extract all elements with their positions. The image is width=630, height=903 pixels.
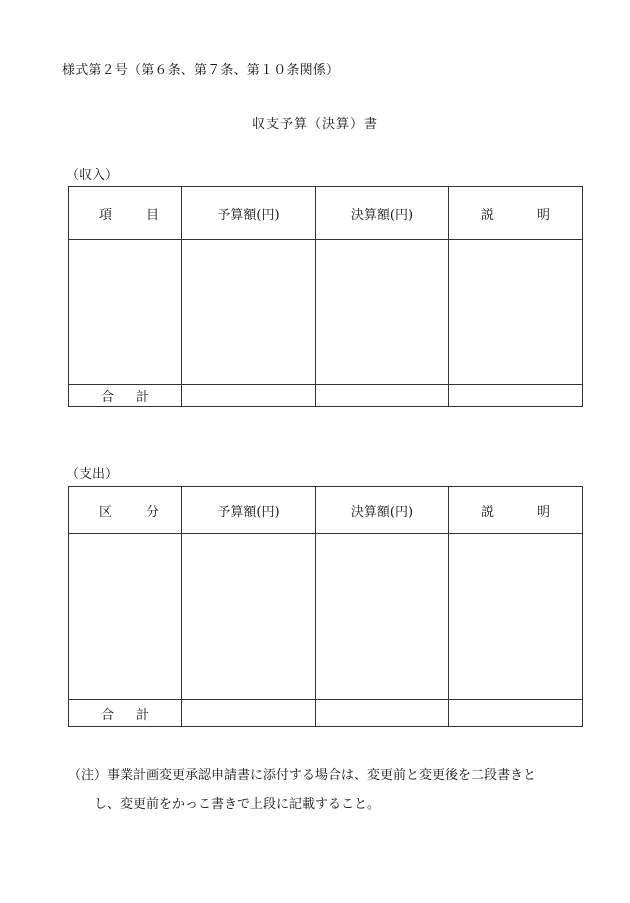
- income-body-row: [69, 240, 583, 385]
- income-total-char1: 合: [101, 390, 115, 405]
- expense-explain-header-char2: 明: [536, 504, 550, 520]
- income-item-header-char1: 項: [99, 207, 113, 223]
- expense-budget-header: 予算額(円): [182, 487, 316, 534]
- expense-item-cell[interactable]: [69, 534, 182, 700]
- income-total-label: [69, 385, 182, 407]
- form-number: 様式第２号（第６条、第７条、第１０条関係）: [62, 63, 340, 78]
- income-total-settlement-cell[interactable]: [316, 385, 449, 407]
- income-total-explain-cell[interactable]: [449, 385, 583, 407]
- expense-total-label: [69, 700, 182, 727]
- income-item-header-char2: 目: [145, 207, 159, 223]
- note: [68, 761, 588, 819]
- income-settlement-header: 決算額(円): [316, 187, 449, 240]
- expense-body-row: [69, 534, 583, 700]
- income-settlement-cell[interactable]: [316, 240, 449, 385]
- expense-table: [68, 486, 583, 727]
- income-header-row: [69, 187, 583, 240]
- expense-settlement-cell[interactable]: [316, 534, 449, 700]
- expense-section-label: （支出）: [66, 467, 119, 482]
- income-explain-header-char2: 明: [536, 207, 550, 223]
- expense-explain-header: [449, 487, 583, 534]
- expense-total-char1: 合: [101, 707, 115, 723]
- note-line-2: し、変更前をかっこ書きで上段に記載すること。: [94, 797, 381, 812]
- income-budget-header: 予算額(円): [182, 187, 316, 240]
- expense-settlement-header: 決算額(円): [316, 487, 449, 534]
- income-total-row: [69, 385, 583, 407]
- income-explain-header: [449, 187, 583, 240]
- income-total-char2: 計: [135, 390, 149, 405]
- income-table: [68, 186, 583, 407]
- income-section-label: （収入）: [66, 168, 119, 183]
- expense-item-header-char1: 区: [99, 504, 113, 520]
- income-item-header: [69, 187, 182, 240]
- expense-budget-cell[interactable]: [182, 534, 316, 700]
- expense-total-budget-cell[interactable]: [182, 700, 316, 727]
- income-explain-header-char1: 説: [481, 207, 495, 223]
- expense-total-explain-cell[interactable]: [449, 700, 583, 727]
- expense-total-settlement-cell[interactable]: [316, 700, 449, 727]
- income-total-budget-cell[interactable]: [182, 385, 316, 407]
- expense-item-header-char2: 分: [145, 504, 159, 520]
- note-line-1: （注）事業計画変更承認申請書に添付する場合は、変更前と変更後を二段書きと: [68, 768, 537, 783]
- document-title: 収支予算（決算）書: [251, 117, 378, 132]
- income-budget-cell[interactable]: [182, 240, 316, 385]
- expense-explain-cell[interactable]: [449, 534, 583, 700]
- expense-total-char2: 計: [135, 707, 149, 723]
- expense-item-header: [69, 487, 182, 534]
- income-item-cell[interactable]: [69, 240, 182, 385]
- expense-header-row: [69, 487, 583, 534]
- income-explain-cell[interactable]: [449, 240, 583, 385]
- expense-explain-header-char1: 説: [481, 504, 495, 520]
- expense-total-row: [69, 700, 583, 727]
